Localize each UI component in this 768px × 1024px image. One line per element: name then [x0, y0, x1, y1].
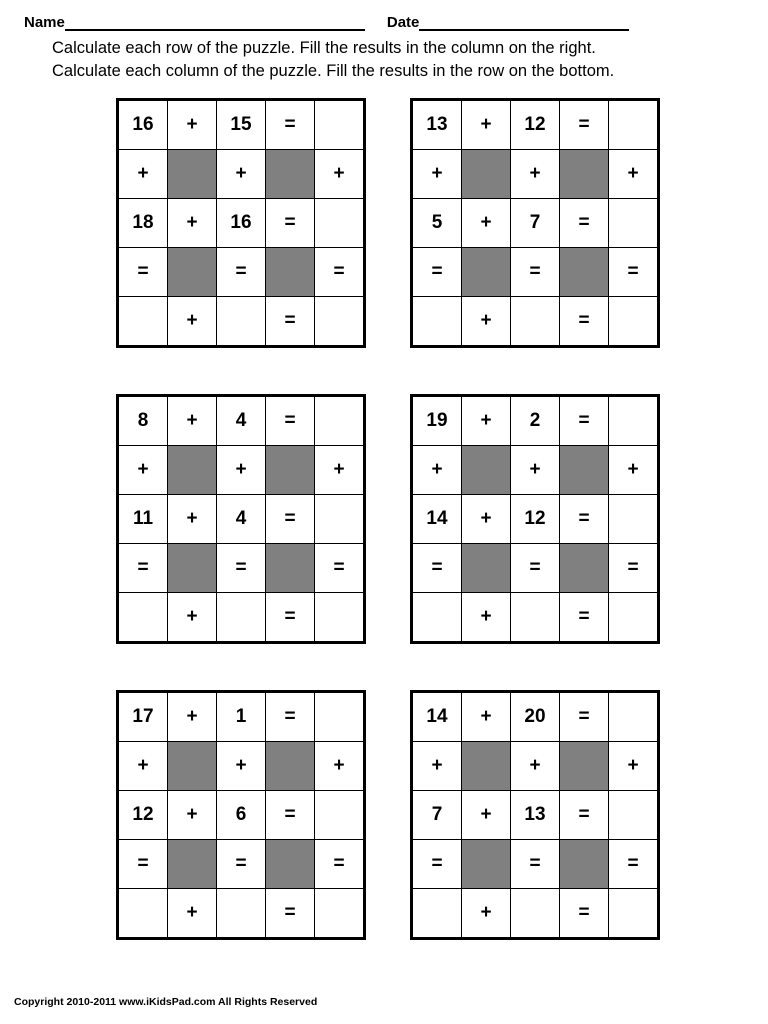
puzzle-row [119, 247, 364, 296]
puzzle-grid-container [20, 98, 748, 940]
puzzle-row [413, 888, 658, 937]
operator-cell: = [266, 296, 315, 345]
operator-cell: = [609, 247, 658, 296]
answer-cell[interactable] [119, 888, 168, 937]
operator-cell: + [462, 494, 511, 543]
operator-cell: = [560, 592, 609, 641]
puzzle-row [413, 692, 658, 741]
operator-cell: = [560, 494, 609, 543]
number-cell: 15 [217, 100, 266, 149]
number-cell: 16 [119, 100, 168, 149]
operator-cell: = [119, 247, 168, 296]
operator-cell: + [609, 445, 658, 494]
operator-cell: + [413, 445, 462, 494]
operator-cell: + [168, 888, 217, 937]
number-cell: 12 [511, 100, 560, 149]
operator-cell: + [168, 198, 217, 247]
answer-cell[interactable] [217, 592, 266, 641]
answer-cell[interactable] [217, 296, 266, 345]
shaded-cell [168, 543, 217, 592]
operator-cell: + [462, 296, 511, 345]
date-input-line[interactable] [419, 16, 629, 31]
math-puzzle-3 [116, 394, 366, 644]
operator-cell: + [315, 149, 364, 198]
number-cell: 7 [413, 790, 462, 839]
answer-cell[interactable] [119, 592, 168, 641]
answer-cell[interactable] [217, 888, 266, 937]
puzzle-row [119, 100, 364, 149]
operator-cell: + [462, 790, 511, 839]
puzzle-row [413, 592, 658, 641]
operator-cell: + [168, 396, 217, 445]
shaded-cell [168, 839, 217, 888]
operator-cell: = [413, 839, 462, 888]
answer-cell[interactable] [609, 198, 658, 247]
operator-cell: = [560, 198, 609, 247]
answer-cell[interactable] [315, 692, 364, 741]
shaded-cell [266, 839, 315, 888]
puzzle-row [413, 198, 658, 247]
shaded-cell [560, 445, 609, 494]
shaded-cell [462, 247, 511, 296]
operator-cell: + [462, 692, 511, 741]
puzzle-row [413, 839, 658, 888]
number-cell: 20 [511, 692, 560, 741]
answer-cell[interactable] [315, 198, 364, 247]
operator-cell: = [560, 396, 609, 445]
operator-cell: = [217, 247, 266, 296]
operator-cell: + [168, 692, 217, 741]
puzzle-row [119, 592, 364, 641]
number-cell: 14 [413, 494, 462, 543]
puzzle-row [119, 741, 364, 790]
shaded-cell [462, 839, 511, 888]
operator-cell: + [168, 296, 217, 345]
answer-cell[interactable] [413, 888, 462, 937]
math-puzzle-5 [116, 690, 366, 940]
operator-cell: + [119, 445, 168, 494]
puzzle-row [413, 247, 658, 296]
answer-cell[interactable] [315, 790, 364, 839]
puzzle-row [119, 198, 364, 247]
operator-cell: = [315, 839, 364, 888]
operator-cell: + [315, 445, 364, 494]
number-cell: 12 [119, 790, 168, 839]
operator-cell: + [609, 741, 658, 790]
shaded-cell [462, 741, 511, 790]
operator-cell: = [266, 396, 315, 445]
operator-cell: + [413, 149, 462, 198]
math-puzzle-4 [410, 394, 660, 644]
answer-cell[interactable] [609, 100, 658, 149]
operator-cell: = [315, 247, 364, 296]
operator-cell: + [168, 790, 217, 839]
answer-cell[interactable] [315, 396, 364, 445]
operator-cell: + [462, 396, 511, 445]
operator-cell: = [511, 247, 560, 296]
math-puzzle-6 [410, 690, 660, 940]
number-cell: 19 [413, 396, 462, 445]
shaded-cell [266, 741, 315, 790]
puzzle-row [413, 396, 658, 445]
shaded-cell [168, 247, 217, 296]
operator-cell: = [413, 247, 462, 296]
number-cell: 1 [217, 692, 266, 741]
operator-cell: + [413, 741, 462, 790]
answer-cell[interactable] [511, 888, 560, 937]
copyright-footer: Copyright 2010-2011 www.iKidsPad.com All Rights Reserved [14, 996, 318, 1008]
puzzle-row [413, 543, 658, 592]
shaded-cell [266, 543, 315, 592]
answer-cell[interactable] [315, 888, 364, 937]
shaded-cell [462, 445, 511, 494]
shaded-cell [462, 543, 511, 592]
operator-cell: + [462, 888, 511, 937]
shaded-cell [462, 149, 511, 198]
operator-cell: = [560, 296, 609, 345]
answer-cell[interactable] [315, 494, 364, 543]
operator-cell: = [217, 543, 266, 592]
operator-cell: = [266, 888, 315, 937]
operator-cell: = [266, 692, 315, 741]
operator-cell: + [511, 741, 560, 790]
puzzle-row [119, 445, 364, 494]
math-puzzle-1 [116, 98, 366, 348]
number-cell: 16 [217, 198, 266, 247]
operator-cell: + [168, 592, 217, 641]
operator-cell: + [217, 149, 266, 198]
answer-cell[interactable] [609, 888, 658, 937]
operator-cell: = [266, 494, 315, 543]
operator-cell: + [119, 741, 168, 790]
operator-cell: = [266, 790, 315, 839]
puzzle-row [413, 445, 658, 494]
number-cell: 14 [413, 692, 462, 741]
number-cell: 4 [217, 494, 266, 543]
answer-cell[interactable] [315, 296, 364, 345]
operator-cell: + [511, 149, 560, 198]
operator-cell: + [462, 100, 511, 149]
operator-cell: + [462, 592, 511, 641]
math-puzzle-2 [410, 98, 660, 348]
puzzle-row [119, 494, 364, 543]
operator-cell: = [266, 198, 315, 247]
answer-cell[interactable] [413, 592, 462, 641]
operator-cell: + [168, 100, 217, 149]
shaded-cell [560, 839, 609, 888]
operator-cell: = [560, 888, 609, 937]
answer-cell[interactable] [511, 296, 560, 345]
answer-cell[interactable] [315, 592, 364, 641]
answer-cell[interactable] [511, 592, 560, 641]
puzzle-row [413, 149, 658, 198]
instructions-text: Calculate each row of the puzzle. Fill the results in the column on the right. Calculate each column of the puzzle. Fill the results in the row on the bottom. [52, 39, 615, 81]
shaded-cell [560, 247, 609, 296]
operator-cell: + [217, 741, 266, 790]
answer-cell[interactable] [609, 592, 658, 641]
number-cell: 2 [511, 396, 560, 445]
operator-cell: = [560, 100, 609, 149]
shaded-cell [560, 149, 609, 198]
number-cell: 18 [119, 198, 168, 247]
number-cell: 4 [217, 396, 266, 445]
number-cell: 7 [511, 198, 560, 247]
puzzle-row [413, 296, 658, 345]
number-cell: 13 [413, 100, 462, 149]
operator-cell: = [315, 543, 364, 592]
shaded-cell [266, 247, 315, 296]
operator-cell: = [511, 839, 560, 888]
operator-cell: = [266, 592, 315, 641]
shaded-cell [168, 741, 217, 790]
number-cell: 12 [511, 494, 560, 543]
answer-cell[interactable] [609, 790, 658, 839]
number-cell: 5 [413, 198, 462, 247]
operator-cell: + [609, 149, 658, 198]
answer-cell[interactable] [609, 494, 658, 543]
puzzle-row [119, 396, 364, 445]
operator-cell: + [462, 198, 511, 247]
puzzle-row [119, 839, 364, 888]
operator-cell: + [315, 741, 364, 790]
puzzle-row [413, 100, 658, 149]
puzzle-row [119, 296, 364, 345]
operator-cell: + [511, 445, 560, 494]
puzzle-row [119, 692, 364, 741]
operator-cell: = [560, 790, 609, 839]
puzzle-row [413, 494, 658, 543]
answer-cell[interactable] [315, 100, 364, 149]
date-label: Date [386, 14, 420, 31]
answer-cell[interactable] [119, 296, 168, 345]
number-cell: 11 [119, 494, 168, 543]
puzzle-row [119, 790, 364, 839]
operator-cell: = [511, 543, 560, 592]
operator-cell: = [609, 839, 658, 888]
name-label: Name [24, 14, 65, 31]
shaded-cell [560, 543, 609, 592]
shaded-cell [560, 741, 609, 790]
operator-cell: = [609, 543, 658, 592]
operator-cell: + [168, 494, 217, 543]
shaded-cell [168, 445, 217, 494]
operator-cell: = [217, 839, 266, 888]
number-cell: 6 [217, 790, 266, 839]
operator-cell: + [217, 445, 266, 494]
operator-cell: = [560, 692, 609, 741]
puzzle-row [119, 888, 364, 937]
shaded-cell [266, 149, 315, 198]
puzzle-row [119, 149, 364, 198]
student-info-header [20, 14, 748, 31]
shaded-cell [266, 445, 315, 494]
number-cell: 8 [119, 396, 168, 445]
answer-cell[interactable] [609, 692, 658, 741]
number-cell: 17 [119, 692, 168, 741]
number-cell: 13 [511, 790, 560, 839]
operator-cell: = [413, 543, 462, 592]
answer-cell[interactable] [609, 396, 658, 445]
puzzle-row [413, 790, 658, 839]
answer-cell[interactable] [413, 296, 462, 345]
shaded-cell [168, 149, 217, 198]
operator-cell: + [119, 149, 168, 198]
operator-cell: = [119, 543, 168, 592]
operator-cell: = [266, 100, 315, 149]
name-input-line[interactable] [65, 16, 365, 31]
puzzle-row [119, 543, 364, 592]
puzzle-row [413, 741, 658, 790]
operator-cell: = [119, 839, 168, 888]
answer-cell[interactable] [609, 296, 658, 345]
